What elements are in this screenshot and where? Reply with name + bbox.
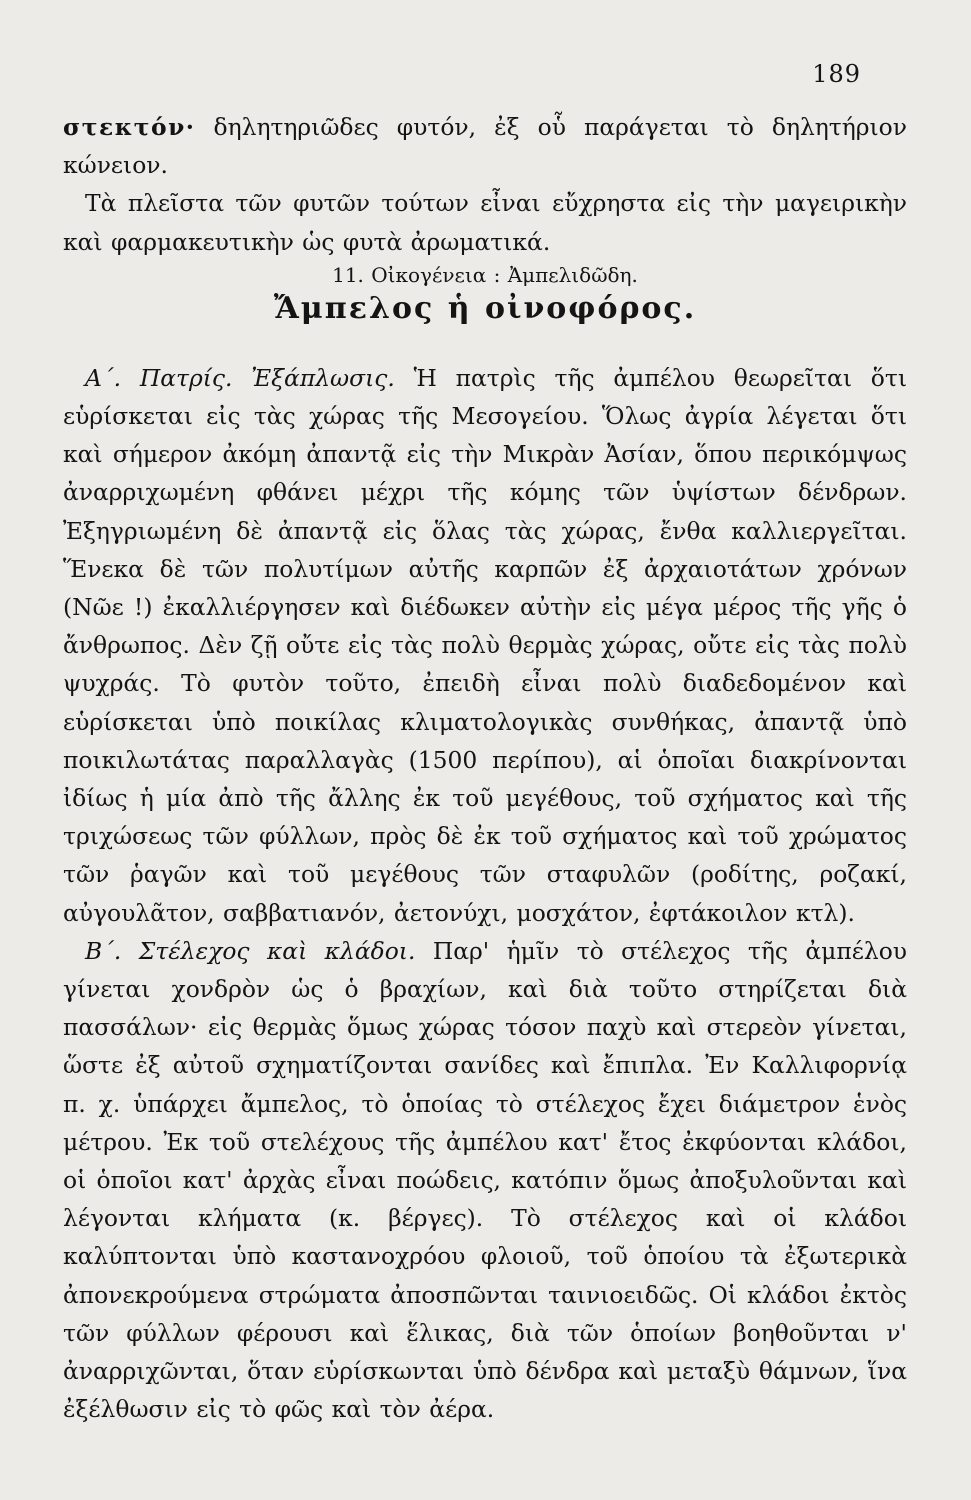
- species-title: Ἄμπελος ἡ οἰνοφόρος.: [273, 290, 697, 326]
- section-b-text: Παρ' ἡμῖν τὸ στέλεχος τῆς ἀμπέλου γίνεται χονδρὸν ὡς ὁ βραχίων, καὶ διὰ τοῦτο στηρίζεται διὰ πασσάλων· εἰς θερμὰς ὅμως χώρας τόσον παχὺ καὶ στερεὸν γίνεται, ὥστε ἐξ αὐτοῦ σχηματίζονται σανίδες καὶ ἔπιπλα. Ἐν Καλλιφορνίᾳ π. χ. ὑπάρχει ἄμπελος, τὸ ὁποίας τὸ στέλεχος ἔχει διάμετρον ἑνὸς μέτρου. Ἐκ τοῦ στελέχους τῆς ἀμπέλου κατ' ἔτος ἐκφύονται κλάδοι, οἱ ὁποῖοι κατ' ἀρχὰς εἶναι ποώδεις, κατόπιν ὅμως ἀποξυλοῦνται καὶ λέγονται κλήματα (κ. βέργες). Τὸ στέλεχος καὶ οἱ κλάδοι καλύπτονται ὑπὸ καστανοχρόου φλοιοῦ, τοῦ ὁποίου τὰ ἐξωτερικὰ ἀπονεκρούμενα στρώματα ἀποσπῶνται ταινιοειδῶς. Οἱ κλάδοι ἐκτὸς τῶν φύλλων φέρουσι καὶ ἕλικας, διὰ τῶν ὁποίων βοηθοῦνται ν' ἀναρριχῶνται, ὅταν εὑρίσκωνται ὑπὸ δένδρα καὶ μεταξὺ θάμνων, ἵνα ἐξέλθωσιν εἰς τὸ φῶς καὶ τὸν ἀέρα.: [63, 936, 907, 1424]
- body-text: [63, 108, 907, 1429]
- section-a-paragraph: [63, 359, 907, 932]
- section-b-paragraph: [63, 932, 907, 1429]
- page-number: 189: [812, 60, 861, 88]
- section-b-label: Β΄. Στέλεχος καὶ κλάδοι.: [85, 936, 416, 965]
- family-heading: 11. Οἰκογένεια : Ἀμπελιδῶδη.: [332, 262, 638, 287]
- section-a-text: Ἡ πατρὶς τῆς ἀμπέλου θεωρεῖται ὅτι εὑρίσκεται εἰς τὰς χώρας τῆς Μεσογείου. Ὅλως ἀγρία λέγεται ὅτι καὶ σήμερον ἀκόμη ἀπαντᾷ εἰς τὴν Μικρὰν Ἀσίαν, ὅπου περικόμψως ἀναρριχωμένη φθάνει μέχρι τῆς κόμης τῶν ὑψίστων δένδρων. Ἐξηγριωμένη δὲ ἀπαντᾷ εἰς ὅλας τὰς χώρας, ἔνθα καλλιεργεῖται. Ἕνεκα δὲ τῶν πολυτίμων αὐτῆς καρπῶν ἐξ ἀρχαιοτάτων χρόνων (Νῶε !) ἐκαλλιέργησεν καὶ διέδωκεν αὐτὴν εἰς μέγα μέρος τῆς γῆς ὁ ἄνθρωπος. Δὲν ζῇ οὔτε εἰς τὰς πολὺ θερμὰς χώρας, οὔτε εἰς τὰς πολὺ ψυχράς. Τὸ φυτὸν τοῦτο, ἐπειδὴ εἶναι πολὺ διαδεδομένον καὶ εὑρίσκεται ὑπὸ ποικίλας κλιματολογικὰς συνθήκας, ἀπαντᾷ ὑπὸ ποικιλωτάτας παραλλαγὰς (1500 περίπου), αἱ ὁποῖαι διακρίνονται ἰδίως ἡ μία ἀπὸ τῆς ἄλλης ἐκ τοῦ μεγέθους, τοῦ σχήματος καὶ τῆς τριχώσεως τῶν φύλλων, πρὸς δὲ ἐκ τοῦ σχήματος καὶ τοῦ χρώματος τῶν ῥαγῶν καὶ τοῦ μεγέθους τῶν σταφυλῶν (ροδίτης, ροζακί, αὐγουλᾶτον, σαββατιανόν, ἀετονύχι, μοσχάτον, ἐφτάκοιλον κτλ).: [63, 363, 907, 927]
- usage-paragraph: Τὰ πλεῖστα τῶν φυτῶν τούτων εἶναι εὔχρηστα εἰς τὴν μαγειρικὴν καὶ φαρμακευτικὴν ὡς φυτὰ ἀρωματικά.: [63, 189, 907, 256]
- section-a-label: Α΄. Πατρίς. Ἐξάπλωσις.: [85, 363, 395, 392]
- intro-paragraph: [63, 108, 907, 184]
- intro-term: στεκτόν·: [63, 113, 196, 141]
- intro-text: δηλητηριῶδες φυτόν, ἐξ οὗ παράγεται τὸ δηλητήριον κώνειον.: [63, 113, 907, 180]
